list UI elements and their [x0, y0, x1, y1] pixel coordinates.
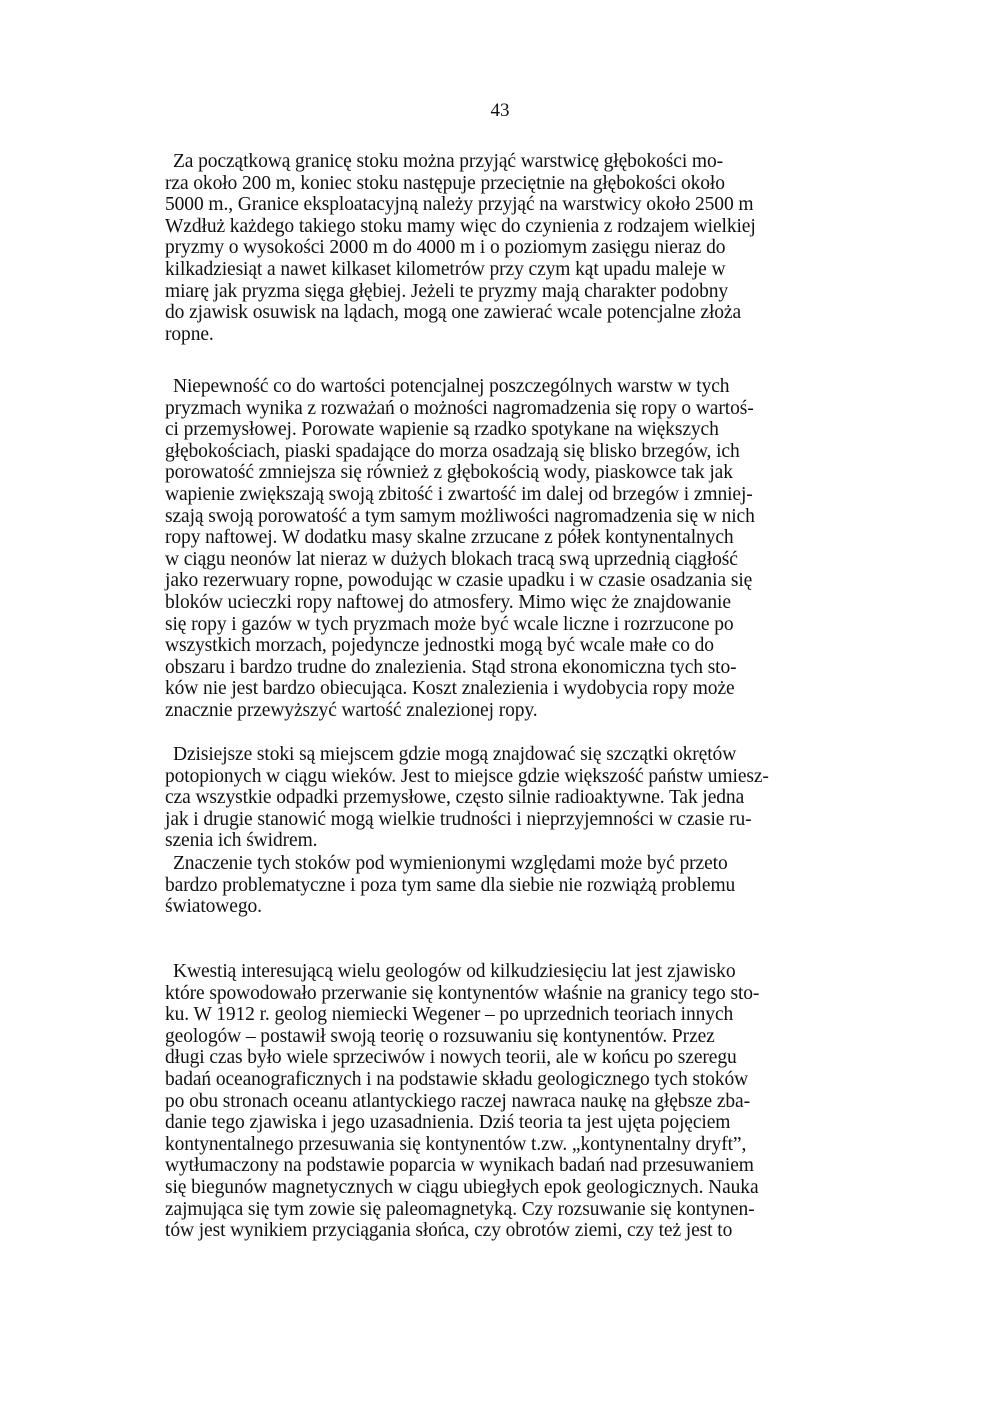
text-line: wapienie zwiększają swoją zbitość i zwartość im dalej od brzegów i zmniej-: [165, 483, 753, 505]
text-line: bardzo problematyczne i poza tym same dla siebie nie rozwiążą problemu: [165, 874, 736, 896]
text-line: do zjawisk osuwisk na lądach, mogą one zawierać wcale potencjalne złoża: [165, 302, 742, 324]
text-line: obszaru i bardzo trudne do znalezienia. Stąd strona ekonomiczna tych sto-: [165, 656, 737, 678]
text-line: po obu stronach oceanu atlantyckiego raczej nawraca naukę na głębsze zba-: [165, 1090, 750, 1112]
paragraph-first-line: Dzisiejsze stoki są miejscem gdzie mogą znajdować się szczątki okrętów: [173, 744, 737, 765]
text-line: głębokościach, piaski spadające do morza osadzają się blisko brzegów, ich: [165, 440, 740, 462]
text-line: się biegunów magnetycznych w ciągu ubiegłych epok geologicznych. Nauka: [165, 1176, 759, 1198]
text-line: które spowodowało przerwanie się kontynentów właśnie na granicy tego sto-: [165, 982, 760, 1004]
text-line: kontynentalnego przesuwania się kontynentów t.zw. „kontynentalny dryft”,: [165, 1133, 747, 1155]
text-line: znacznie przewyższyć wartość znalezionej ropy.: [165, 699, 538, 721]
text-line: ropne.: [165, 323, 214, 345]
text-line: jak i drugie stanowić mogą wielkie trudności i nieprzyjemności w czasie ru-: [165, 808, 752, 830]
text-line: w ciągu neonów lat nieraz w dużych blokach tracą swą uprzednią ciągłość: [165, 548, 738, 570]
text-line: światowego.: [165, 896, 262, 918]
text-line: geologów – postawił swoją teorię o rozsuwaniu się kontynentów. Przez: [165, 1025, 715, 1047]
page-number: 43: [490, 100, 510, 121]
paragraph-potential-value-uncertainty: [165, 376, 845, 722]
text-line: szenia ich świdrem.: [165, 830, 318, 852]
text-line: Wzdłuż każdego takiego stoku mamy więc do czynienia z rodzajem wielkiej: [165, 215, 756, 237]
text-line: tów jest wynikiem przyciągania słońca, czy obrotów ziemi, czy też jest to: [165, 1220, 733, 1242]
text-line: ku. W 1912 r. geolog niemiecki Wegener – po uprzednich teoriach innych: [165, 1004, 734, 1026]
paragraph-first-line: Kwestią interesującą wielu geologów od kilkudziesięciu lat jest zjawisko: [173, 961, 736, 982]
text-line: kilkadziesiąt a nawet kilkaset kilometrów przy czym kąt upadu maleje w: [165, 258, 726, 280]
text-line: zajmująca się tym zowie się paleomagnetyką. Czy rozsuwanie się kontynen-: [165, 1198, 755, 1220]
paragraph-shipwrecks-and-waste: [165, 744, 845, 852]
text-line: się ropy i gazów w tych pryzmach może być wcale liczne i rozrzucone po: [165, 613, 734, 635]
text-line: ropy naftowej. W dodatku masy skalne zrzucane z półek kontynentalnych: [165, 527, 734, 549]
text-line: długi czas było wiele sprzeciwów i nowych teorii, ale w końcu po szeregu: [165, 1047, 737, 1069]
paragraph-first-line: Niepewność co do wartości potencjalnej poszczególnych warstw w tych: [173, 376, 730, 397]
text-line: pryzmach wynika z rozważań o możności nagromadzenia się ropy o wartoś-: [165, 397, 754, 419]
text-line: jako rezerwuary ropne, powodując w czasie upadku i w czasie osadzania się: [165, 570, 753, 592]
text-line: ci przemysłowej. Porowate wapienie są rzadko spotykane na większych: [165, 419, 719, 441]
text-line: bloków ucieczki ropy naftowej do atmosfery. Mimo więc że znajdowanie: [165, 591, 731, 613]
text-line: szają swoją porowatość a tym samym możliwości nagromadzenia się w nich: [165, 505, 755, 527]
text-line: porowatość zmniejsza się również z głębokością wody, piaskowce tak jak: [165, 462, 733, 484]
text-line: potopionych w ciągu wieków. Jest to miejsce gdzie większość państw umiesz-: [165, 765, 769, 787]
paragraph-significance-of-slopes: [165, 853, 845, 918]
text-line: 5000 m., Granice eksploatacyjną należy przyjąć na warstwicy około 2500 m: [165, 194, 754, 216]
text-line: danie tego zjawiska i jego uzasadnienia. Dziś teoria ta jest ujęta pojęciem: [165, 1112, 731, 1134]
text-line: ków nie jest bardzo obiecująca. Koszt znalezienia i wydobycia ropy może: [165, 678, 735, 700]
text-line: cza wszystkie odpadki przemysłowe, często silnie radioaktywne. Tak jedna: [165, 787, 745, 809]
text-line: wszystkich morzach, pojedyncze jednostki mogą być wcale małe co do: [165, 635, 714, 657]
paragraph-continental-drift: [165, 961, 845, 1242]
text-line: miarę jak pryzma sięga głębiej. Jeżeli te pryzmy mają charakter podobny: [165, 280, 729, 302]
text-line: rza około 200 m, koniec stoku następuje przeciętnie na głębokości około: [165, 172, 725, 194]
text-line: pryzmy o wysokości 2000 m do 4000 m i o poziomym zasięgu nieraz do: [165, 237, 726, 259]
paragraph-first-line: Za początkową granicę stoku można przyjąć warstwicę głębokości mo-: [173, 151, 724, 172]
text-line: wytłumaczony na podstawie poparcia w wynikach badań nad przesuwaniem: [165, 1155, 754, 1177]
text-line: badań oceanograficznych i na podstawie składu geologicznego tych stoków: [165, 1068, 749, 1090]
paragraph-continental-slope-boundary: [165, 151, 845, 345]
paragraph-first-line: Znaczenie tych stoków pod wymienionymi względami może być przeto: [173, 853, 728, 874]
